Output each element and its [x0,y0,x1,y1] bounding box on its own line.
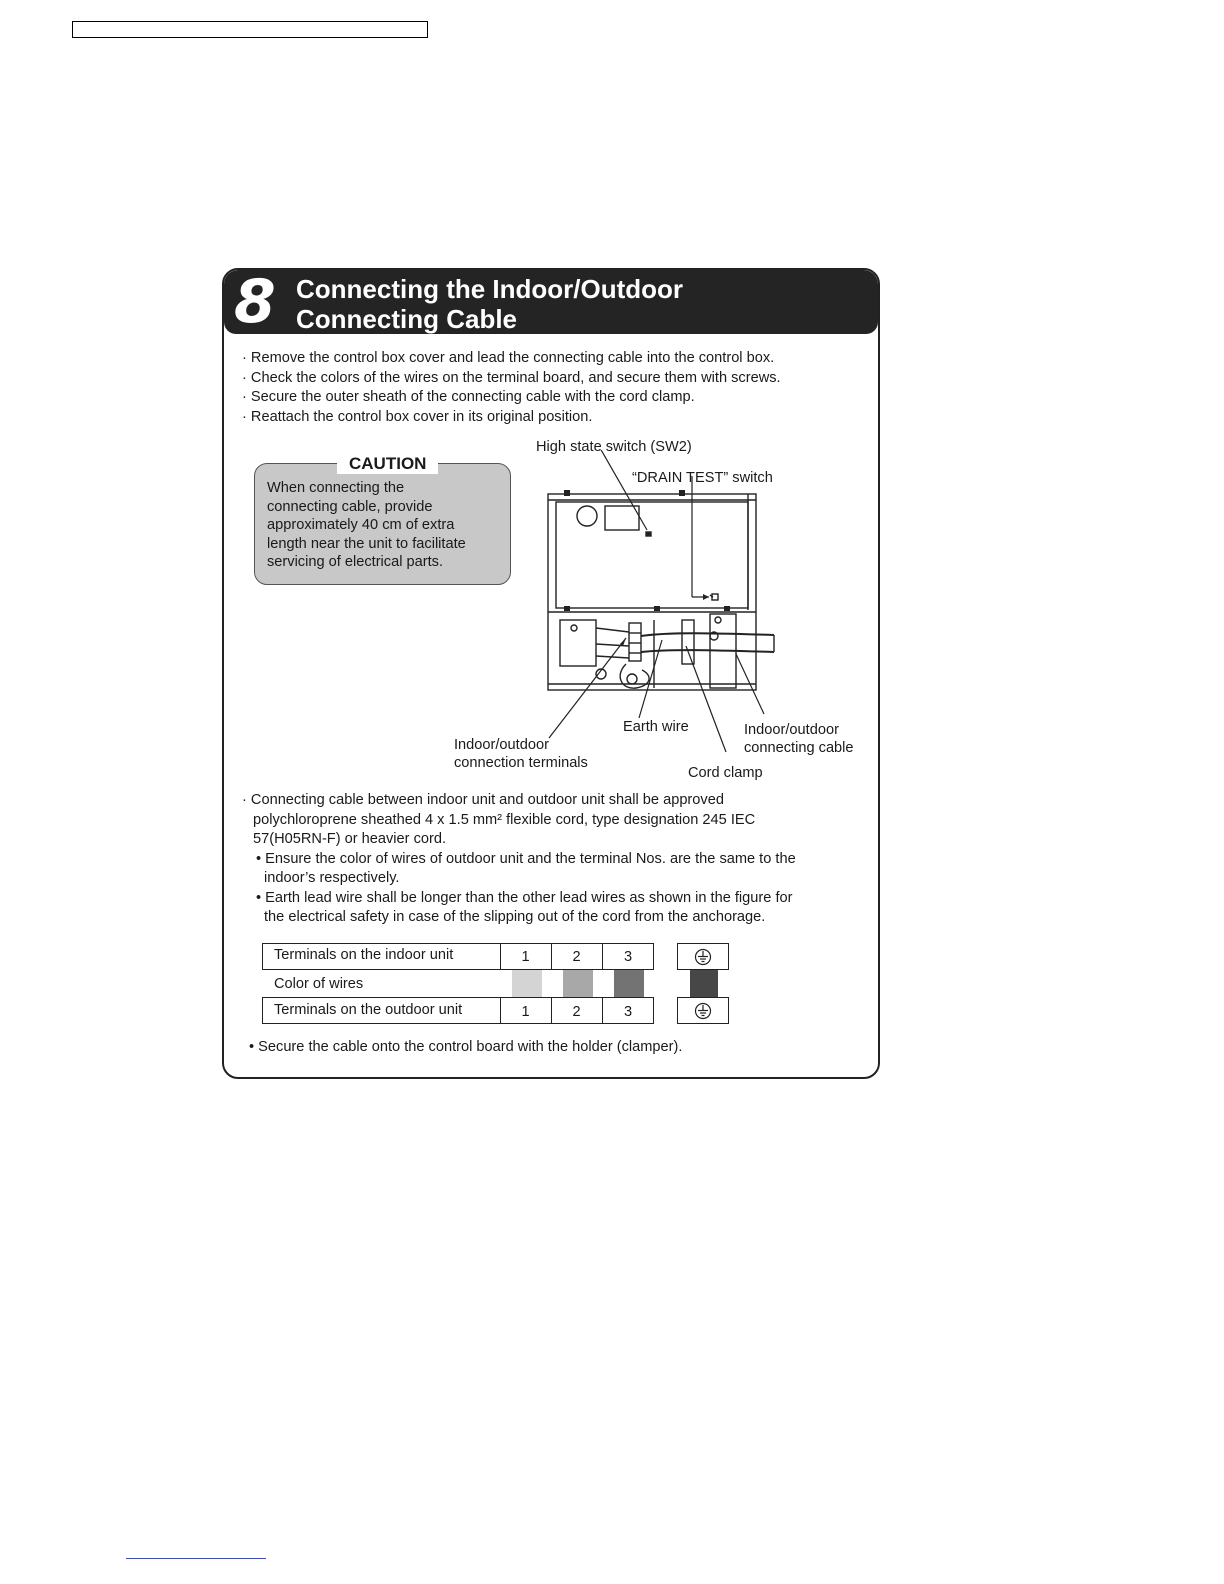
cable-spec-subitem: • Earth lead wire shall be longer than the other lead wires as shown in the figure for [256,890,793,906]
step-number: 8 [234,268,276,337]
indoor-terminal-number: 2 [572,949,581,965]
label-cord-clamp: Cord clamp [688,765,763,781]
outdoor-terminal-number: 3 [623,1004,633,1020]
section-title-line-1: Connecting the Indoor/Outdoor [296,274,684,304]
pcb-label-area [605,506,639,530]
instruction-panel [222,268,880,1079]
instruction-item: · Secure the outer sheath of the connecting cable with the cord clamp. [242,389,695,405]
label-drain-test-switch: “DRAIN TEST” switch [632,470,773,486]
header-box [72,21,428,38]
pcb-round-component [577,506,597,526]
earth-ground-icon [694,948,712,966]
section-title-line-2: Connecting Cable [296,304,518,334]
wire-color-label: Color of wires [274,976,364,992]
wire-color-swatch-3 [614,970,644,997]
wire-color-swatch-earth [690,970,718,997]
caution-title: CAUTION [337,454,438,474]
cable-spec-subitem-cont: indoor’s respectively. [264,870,400,886]
instruction-item: · Check the colors of the wires on the terminal board, and secure them with screws. [242,370,781,386]
cable-spec-line: 57(H05RN-F) or heavier cord. [253,831,447,847]
outdoor-terminal-number: 2 [572,1004,581,1020]
wire-color-swatch-1 [512,970,542,997]
pcb-cover [556,502,748,608]
cable-spec-line: polychloroprene sheathed 4 x 1.5 mm² flexible cord, type designation 245 IEC [253,812,756,828]
leader-high-state-switch [600,450,647,530]
instruction-item: · Remove the control box cover and lead the connecting cable into the control box. [242,350,775,366]
caution-text: When connecting the connecting cable, provide approximately 40 cm of extra length near the unit to facilitate servicing of electrical parts. [267,480,466,570]
cable-spec-line: · Connecting cable between indoor unit and outdoor unit shall be approved [242,792,724,808]
outdoor-terminal-number: 1 [521,1004,530,1020]
control-box-diagram [424,450,824,760]
outdoor-terminals-label: Terminals on the outdoor unit [274,1002,463,1018]
label-connecting-cable: Indoor/outdoor connecting cable [744,722,854,756]
earth-ground-icon [694,1002,712,1020]
control-box-outline [548,494,756,690]
wire-color-swatch-2 [563,970,593,997]
instruction-item: · Reattach the control box cover in its original position. [242,409,593,425]
leader-cord-clamp [686,646,726,752]
title-bar [224,268,878,337]
cable-spec-subitem-cont: the electrical safety in case of the slipping out of the cord from the anchorage. [264,909,766,925]
terminal-block [629,623,641,661]
indoor-terminals-label: Terminals on the indoor unit [274,947,454,963]
final-note: • Secure the cable onto the control board with the holder (clamper). [249,1039,683,1055]
sw2-switch [646,532,651,536]
indoor-terminal-number: 1 [521,949,530,965]
label-high-state-switch: High state switch (SW2) [536,439,692,455]
cable-spec-subitem: • Ensure the color of wires of outdoor unit and the terminal Nos. are the same to the [256,851,796,867]
footer-line [126,1558,266,1559]
label-connection-terminals: Indoor/outdoor connection terminals [454,737,588,771]
label-earth-wire: Earth wire [623,719,689,735]
cord-clamp-part [682,620,694,664]
indoor-terminal-number: 3 [623,949,633,965]
